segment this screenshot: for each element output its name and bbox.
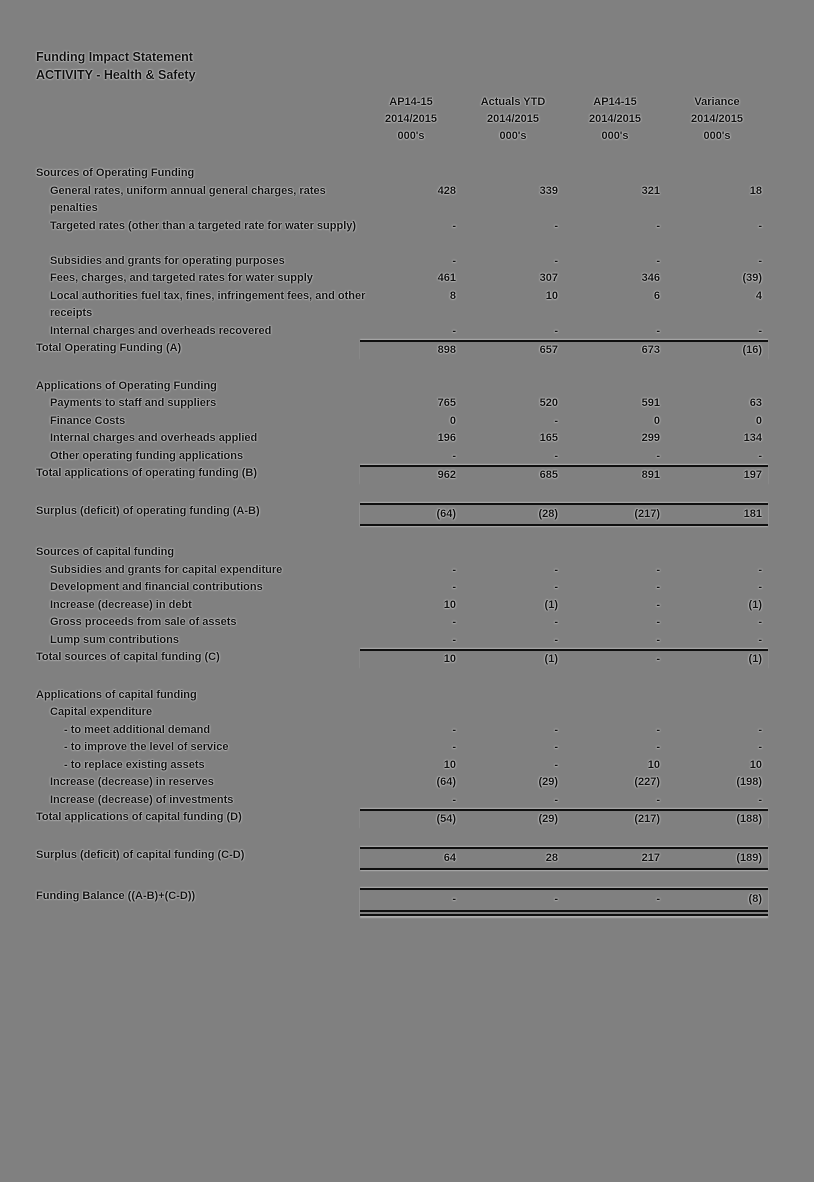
cell-value: - — [758, 581, 762, 593]
table-row — [36, 792, 768, 810]
row-label — [36, 792, 360, 810]
cell-value: 0 — [755, 414, 762, 427]
cell-value: 765 — [437, 397, 456, 409]
row-label-line1: Subsidies and grants for operating purposes — [50, 254, 285, 267]
row-label — [36, 809, 360, 829]
row-label-line1: Development and financial contributions — [50, 581, 263, 593]
row-values — [360, 323, 768, 341]
row-values — [360, 395, 768, 413]
cell-value: - — [656, 741, 660, 753]
section-header-row — [36, 165, 768, 183]
cell-value: 134 — [743, 432, 762, 444]
column-header-line: 2014/2015 — [691, 113, 743, 125]
cell-value: 346 — [641, 272, 660, 284]
table-row — [36, 413, 768, 431]
row-label — [36, 614, 360, 632]
cell-value: - — [452, 741, 456, 753]
cell-value: 891 — [641, 469, 660, 481]
cell-value: 18 — [749, 184, 762, 197]
cell-value: - — [452, 581, 456, 593]
row-label-line1: Local authorities fuel tax, fines, infringement fees, and other — [50, 289, 366, 302]
row-values — [360, 632, 768, 650]
table-row — [36, 704, 768, 722]
cell-value: - — [452, 723, 456, 736]
label-column-spacer — [36, 94, 360, 145]
column-header-line: AP14-15 — [593, 96, 637, 108]
table-row — [36, 395, 768, 413]
cell-value: - — [554, 414, 558, 427]
row-label-line1: General rates, uniform annual general charges, rates — [50, 184, 326, 197]
row-label-line1: Total Operating Funding (A) — [36, 342, 182, 354]
cell-value: - — [554, 616, 558, 628]
total-row — [36, 809, 768, 829]
table-row — [36, 579, 768, 597]
cell-value: 591 — [641, 397, 660, 409]
row-label — [36, 253, 360, 271]
document-title: Funding Impact Statement — [36, 50, 193, 64]
row-label — [36, 562, 360, 580]
row-label — [36, 395, 360, 413]
cell-value: 898 — [437, 344, 456, 356]
row-label — [36, 165, 360, 183]
row-values — [360, 183, 768, 218]
table-row — [36, 218, 768, 236]
row-values — [360, 722, 768, 740]
total-row — [36, 340, 768, 360]
cell-value: - — [554, 758, 558, 771]
table-row — [36, 757, 768, 775]
cell-value: - — [656, 324, 660, 337]
cell-value: (198) — [736, 776, 762, 788]
cell-value: (29) — [538, 813, 558, 825]
cell-value: - — [656, 563, 660, 576]
cell-value: - — [656, 449, 660, 462]
row-values — [360, 739, 768, 757]
row-values — [360, 704, 768, 722]
cell-value: - — [452, 793, 456, 806]
cell-value: - — [554, 793, 558, 806]
cell-value: (189) — [736, 851, 762, 864]
row-values — [360, 792, 768, 810]
cell-value: - — [452, 254, 456, 267]
table-row — [36, 722, 768, 740]
row-values — [360, 430, 768, 448]
cell-value: 196 — [437, 432, 456, 444]
cell-value: 673 — [641, 344, 660, 356]
row-label — [36, 757, 360, 775]
section-header-row — [36, 378, 768, 396]
cell-value: 64 — [443, 851, 456, 864]
cell-value: 6 — [653, 289, 660, 302]
column-header-line: 2014/2015 — [589, 113, 641, 125]
row-values — [360, 544, 768, 562]
cell-value: - — [656, 653, 660, 665]
row-label-line1: Funding Balance ((A-B)+(C-D)) — [36, 890, 196, 902]
row-label-line1: Total applications of operating funding (B) — [36, 467, 257, 479]
cell-value: 0 — [449, 414, 456, 427]
column-header-line: AP14-15 — [389, 96, 433, 108]
row-label — [36, 270, 360, 288]
row-label-line1: Increase (decrease) in debt — [50, 598, 192, 611]
cell-value: 657 — [539, 344, 558, 356]
cell-value: 28 — [545, 851, 558, 864]
document-subtitle: ACTIVITY - Health & Safety — [36, 68, 196, 82]
column-header-line: 2014/2015 — [385, 113, 437, 125]
cell-value: - — [656, 793, 660, 806]
row-label-line1: Surplus (deficit) of capital funding (C-D) — [36, 848, 245, 861]
cell-value: 197 — [743, 469, 762, 481]
row-label — [36, 579, 360, 597]
cell-value: (217) — [634, 813, 660, 825]
cell-value: (54) — [436, 813, 456, 825]
row-label-line1: Increase (decrease) of investments — [50, 793, 234, 806]
cell-value: (29) — [538, 776, 558, 788]
row-label-line1: Total applications of capital funding (D) — [36, 811, 242, 823]
row-label — [36, 774, 360, 792]
table-row — [36, 288, 768, 323]
cell-value: - — [554, 449, 558, 462]
row-label — [36, 544, 360, 562]
row-label-line1: Sources of Operating Funding — [36, 167, 195, 179]
cell-value: - — [758, 741, 762, 753]
cell-value: 307 — [539, 272, 558, 284]
row-label — [36, 687, 360, 705]
column-header-line: 000's — [499, 130, 527, 142]
table-row — [36, 323, 768, 341]
cell-value: - — [656, 723, 660, 736]
table-row — [36, 183, 768, 218]
row-label-line1: - to replace existing assets — [64, 758, 205, 771]
cell-value: 428 — [437, 184, 456, 197]
row-label — [36, 503, 360, 527]
column-header-variance — [666, 94, 768, 145]
row-label — [36, 340, 360, 360]
row-label-line1: Targeted rates (other than a targeted rate for water supply) — [50, 219, 357, 232]
cell-value: - — [656, 581, 660, 593]
table-row — [36, 253, 768, 271]
spacer-row — [36, 235, 768, 253]
cell-value: - — [554, 581, 558, 593]
cell-value: 217 — [641, 851, 660, 864]
cell-value: - — [452, 449, 456, 462]
spacer-row — [36, 870, 768, 888]
row-label — [36, 597, 360, 615]
row-values — [360, 562, 768, 580]
row-label — [36, 847, 360, 871]
cell-value: (64) — [436, 776, 456, 788]
table-row — [36, 614, 768, 632]
row-values — [360, 774, 768, 792]
cell-value: (8) — [748, 893, 762, 905]
row-label-line1: - to improve the level of service — [64, 741, 229, 753]
spacer-row — [36, 360, 768, 378]
cell-value: - — [758, 254, 762, 267]
row-values — [360, 253, 768, 271]
row-label-line1: Increase (decrease) in reserves — [50, 776, 214, 788]
row-values — [360, 809, 768, 829]
row-label-line1: Internal charges and overheads applied — [50, 432, 258, 444]
row-values — [360, 503, 768, 527]
row-values — [360, 270, 768, 288]
row-label-line2: penalties — [50, 202, 98, 214]
cell-value: - — [656, 616, 660, 628]
table-row — [36, 774, 768, 792]
row-label — [36, 739, 360, 757]
row-label — [36, 430, 360, 448]
cell-value: 10 — [443, 758, 456, 771]
cell-value: (227) — [634, 776, 660, 788]
spacer-row — [36, 526, 768, 544]
cell-value: 10 — [545, 289, 558, 302]
column-headers-row — [36, 94, 768, 145]
row-label — [36, 218, 360, 236]
row-values — [360, 288, 768, 323]
row-values — [360, 579, 768, 597]
cell-value: 10 — [443, 598, 456, 611]
cell-value: - — [656, 893, 660, 905]
cell-value: 10 — [749, 758, 762, 771]
spacer-row — [36, 669, 768, 687]
cell-value: (1) — [544, 598, 558, 611]
cell-value: - — [554, 219, 558, 232]
column-header-ap-ytd — [564, 94, 666, 145]
section-header-row — [36, 544, 768, 562]
cell-value: - — [758, 793, 762, 806]
table-row — [36, 597, 768, 615]
cell-value: (16) — [742, 344, 762, 356]
cell-value: (64) — [436, 507, 456, 520]
column-header-line: 000's — [601, 130, 629, 142]
table-row — [36, 562, 768, 580]
cell-value: - — [452, 633, 456, 646]
row-label-line2: receipts — [50, 307, 93, 319]
table-row — [36, 632, 768, 650]
total-row — [36, 649, 768, 669]
cell-value: - — [656, 254, 660, 267]
cell-value: - — [758, 723, 762, 736]
row-values — [360, 448, 768, 466]
row-label-line1: Total sources of capital funding (C) — [36, 651, 220, 663]
row-values — [360, 757, 768, 775]
cell-value: (1) — [748, 598, 762, 611]
row-label-line1: Other operating funding applications — [50, 449, 244, 462]
row-values — [360, 614, 768, 632]
cell-value: - — [656, 219, 660, 232]
row-label-line1: Lump sum contributions — [50, 633, 179, 646]
cell-value: - — [554, 324, 558, 337]
column-header-line: 2014/2015 — [487, 113, 539, 125]
surplus-row — [36, 847, 768, 871]
row-values — [360, 649, 768, 669]
row-label — [36, 323, 360, 341]
row-values — [360, 465, 768, 485]
cell-value: 63 — [749, 397, 762, 409]
row-label — [36, 378, 360, 396]
row-label-line1: Subsidies and grants for capital expenditure — [50, 563, 283, 576]
cell-value: 962 — [437, 469, 456, 481]
cell-value: 181 — [743, 507, 762, 520]
cell-value: - — [452, 616, 456, 628]
table-rows — [36, 165, 768, 916]
cell-value: 10 — [443, 653, 456, 665]
cell-value: - — [554, 633, 558, 646]
row-values — [360, 888, 768, 916]
cell-value: - — [554, 741, 558, 753]
table-row — [36, 270, 768, 288]
cell-value: 8 — [449, 289, 456, 302]
cell-value: - — [758, 633, 762, 646]
row-label — [36, 465, 360, 485]
row-label-line1: Fees, charges, and targeted rates for water supply — [50, 272, 313, 284]
cell-value: 10 — [647, 758, 660, 771]
cell-value: - — [656, 633, 660, 646]
row-values — [360, 165, 768, 183]
cell-value: (28) — [538, 507, 558, 520]
row-label-line1: Internal charges and overheads recovered — [50, 324, 272, 337]
cell-value: - — [758, 324, 762, 337]
row-label-line1: Applications of Operating Funding — [36, 379, 217, 392]
row-values — [360, 378, 768, 396]
row-values — [360, 597, 768, 615]
column-header-line: Actuals YTD — [480, 96, 546, 108]
cell-value: 299 — [641, 432, 660, 444]
surplus-row — [36, 503, 768, 527]
row-values — [360, 218, 768, 236]
cell-value: (1) — [544, 653, 558, 665]
cell-value: - — [452, 893, 456, 905]
table-row — [36, 430, 768, 448]
row-values — [360, 340, 768, 360]
row-label — [36, 888, 360, 916]
cell-value: (1) — [748, 653, 762, 665]
row-label-line1: Payments to staff and suppliers — [50, 397, 217, 409]
row-label-line1: Applications of capital funding — [36, 688, 197, 701]
cell-value: - — [758, 563, 762, 576]
cell-value: - — [554, 723, 558, 736]
cell-value: - — [554, 254, 558, 267]
cell-value: - — [758, 616, 762, 628]
funding-balance-row — [36, 888, 768, 916]
cell-value: 165 — [539, 432, 558, 444]
cell-value: (39) — [742, 272, 762, 284]
cell-value: 321 — [641, 184, 660, 197]
row-label — [36, 632, 360, 650]
cell-value: - — [758, 449, 762, 462]
funding-impact-table — [36, 94, 768, 916]
cell-value: 4 — [755, 289, 762, 302]
row-label — [36, 413, 360, 431]
spacer-row — [36, 485, 768, 503]
total-row — [36, 465, 768, 485]
column-header-line: Variance — [694, 96, 740, 108]
column-header-ap — [360, 94, 462, 145]
cell-value: 339 — [539, 184, 558, 197]
row-label-line1: Finance Costs — [50, 414, 126, 427]
row-label — [36, 183, 360, 218]
column-header-actuals-ytd — [462, 94, 564, 145]
row-label — [36, 288, 366, 323]
row-label-line1: Sources of capital funding — [36, 546, 175, 558]
column-header-line: 000's — [703, 130, 731, 142]
cell-value: 0 — [653, 414, 660, 427]
table-row — [36, 448, 768, 466]
cell-value: 685 — [539, 469, 558, 481]
row-label-line1: - to meet additional demand — [64, 723, 211, 736]
row-label — [36, 649, 360, 669]
column-header-line: 000's — [397, 130, 425, 142]
row-label — [36, 722, 360, 740]
cell-value: - — [452, 324, 456, 337]
cell-value: - — [452, 563, 456, 576]
spacer-row — [36, 829, 768, 847]
table-row — [36, 739, 768, 757]
row-label-line1: Surplus (deficit) of operating funding (A-B) — [36, 504, 260, 517]
row-label-line1: Gross proceeds from sale of assets — [50, 616, 237, 628]
row-values — [360, 687, 768, 705]
cell-value: - — [758, 219, 762, 232]
row-label — [36, 704, 360, 722]
cell-value: - — [656, 598, 660, 611]
cell-value: 520 — [539, 397, 558, 409]
section-header-row — [36, 687, 768, 705]
cell-value: - — [452, 219, 456, 232]
row-values — [360, 413, 768, 431]
cell-value: - — [554, 563, 558, 576]
cell-value: (217) — [634, 507, 660, 520]
cell-value: (188) — [736, 813, 762, 825]
cell-value: - — [554, 893, 558, 905]
cell-value: 461 — [437, 272, 456, 284]
row-label — [36, 448, 360, 466]
row-values — [360, 847, 768, 871]
row-label-line1: Capital expenditure — [50, 706, 153, 718]
